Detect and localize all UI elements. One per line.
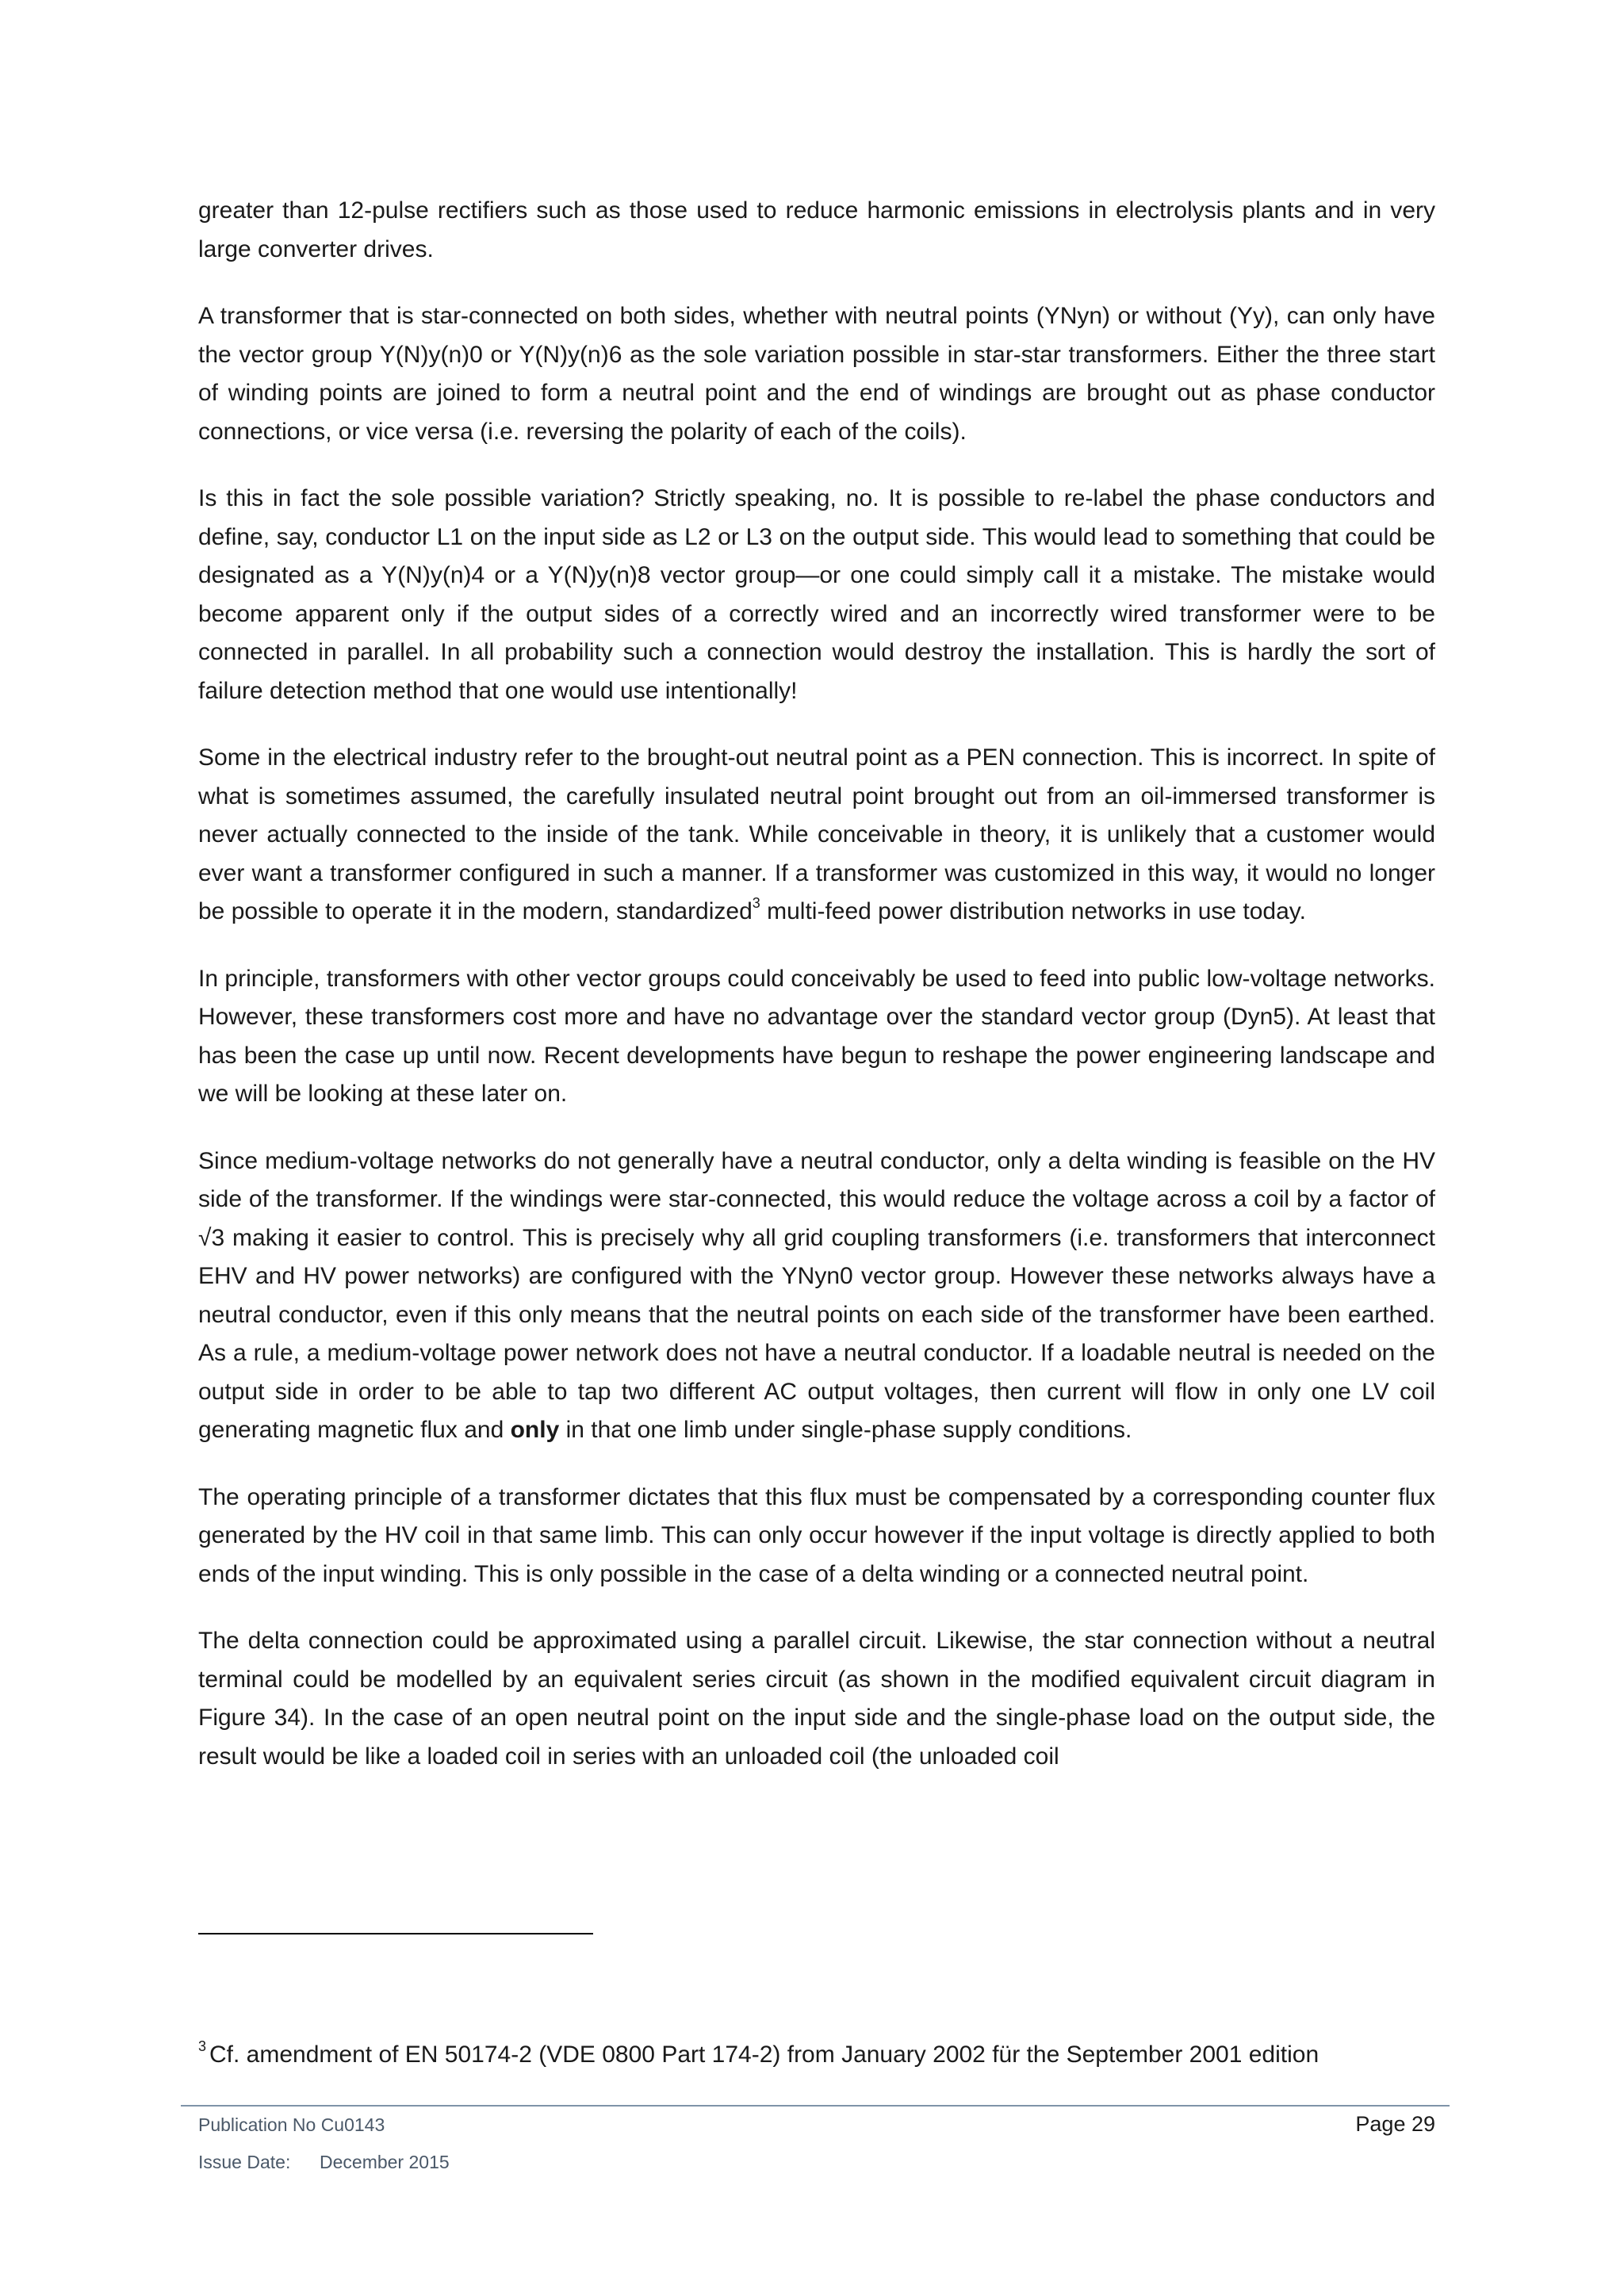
footer-publication-number: Publication No Cu0143 (198, 2114, 385, 2135)
footer-divider (181, 2105, 1450, 2107)
paragraph-1: greater than 12-pulse rectifiers such as those used to reduce harmonic emissions in electrolysis plants and in very large converter drives. (198, 197, 1435, 262)
paragraph-6-text-b: in that one limb under single-phase supply conditions. (559, 1417, 1132, 1443)
paragraph-4-text-b: multi-feed power distribution networks in use today. (760, 898, 1306, 924)
paragraph-2: A transformer that is star-connected on both sides, whether with neutral points (YNyn) or without (Yy), can only have the vector group Y(N)y(n)0 or Y(N)y(n)6 as the sole variation possible in star-star transformers. Either the three start of winding points are joined to form a neutral point and the end of windings are brought out as phase conductor connections, or vice versa (i.e. reversing the polarity of each of the coils). (198, 303, 1435, 445)
footer-page-number: Page 29 (1355, 2112, 1435, 2136)
paragraph-4-text-a: Some in the electrical industry refer to the brought-out neutral point as a PEN connection. This is incorrect. In spite of what is sometimes assumed, the carefully insulated neutral point brought out from an oil-immersed transformer is never actually connected to the inside of the tank. While conceivable in theory, it is unlikely that a customer would ever want a transformer configured in such a manner. If a transformer was customized in this way, it would no longer be possible to operate it in the modern, standardized (198, 744, 1435, 924)
paragraph-3: Is this in fact the sole possible variation? Strictly speaking, no. It is possible to re-label the phase conductors and define, say, conductor L1 on the input side as L2 or L3 on the output side. This would lead to something that could be designated as a Y(N)y(n)4 or a Y(N)y(n)8 vector group—or one could simply call it a mistake. The mistake would become apparent only if the output sides of a correctly wired and an incorrectly wired transformer were to be connected in parallel. In all probability such a connection would destroy the installation. This is hardly the sort of failure detection method that one would use intentionally! (198, 485, 1435, 704)
body-text (198, 192, 1435, 1804)
footer-issue-date (198, 2152, 450, 2173)
paragraph-8: The delta connection could be approximated using a parallel circuit. Likewise, the star connection without a neutral terminal could be modelled by an equivalent series circuit (as shown in the modified equivalent circuit diagram in Figure 34). In the case of an open neutral point on the input side and the single-phase load on the output side, the result would be like a loaded coil in series with an unloaded coil (the unloaded coil (198, 1628, 1435, 1770)
footer-issue-value: December 2015 (320, 2152, 450, 2172)
footer-issue-label: Issue Date: (198, 2152, 291, 2172)
paragraph-6-text-a: Since medium-voltage networks do not generally have a neutral conductor, only a delta winding is feasible on the HV side of the transformer. If the windings were star-connected, this would reduce the voltage across a coil by a factor of √3 making it easier to control. This is precisely why all grid coupling transformers (i.e. transformers that interconnect EHV and HV power networks) are configured with the YNyn0 vector group. However these networks always have a neutral conductor, even if this only means that the neutral points on each side of the transformer have been earthed. As a rule, a medium-voltage power network does not have a neutral conductor. If a loadable neutral is needed on the output side in order to be able to tap two different AC output voltages, then current will flow in only one LV coil generating magnetic flux and (198, 1147, 1435, 1443)
paragraph-5: In principle, transformers with other vector groups could conceivably be used to feed into public low-voltage networks. However, these transformers cost more and have no advantage over the standard vector group (Dyn5). At least that has been the case up until now. Recent developments have begun to reshape the power engineering landscape and we will be looking at these later on. (198, 965, 1435, 1107)
footnote-separator (198, 1933, 593, 1934)
footnote-3 (198, 2039, 1435, 2071)
footnote-text: Cf. amendment of EN 50174-2 (VDE 0800 Part 174-2) from January 2002 für the September 2001 edition (209, 2042, 1320, 2068)
footnote-number: 3 (198, 2038, 207, 2054)
paragraph-7: The operating principle of a transformer dictates that this flux must be compensated by a corresponding counter flux generated by the HV coil in that same limb. This can only occur however if the input voltage is directly applied to both ends of the input winding. This is only possible in the case of a delta winding or a connected neutral point. (198, 1483, 1435, 1587)
paragraph-6-bold-word: only (510, 1417, 560, 1443)
paragraph-6 (198, 1142, 1435, 1450)
footnote-reference-3[interactable]: 3 (752, 895, 760, 911)
paragraph-4 (198, 739, 1435, 932)
